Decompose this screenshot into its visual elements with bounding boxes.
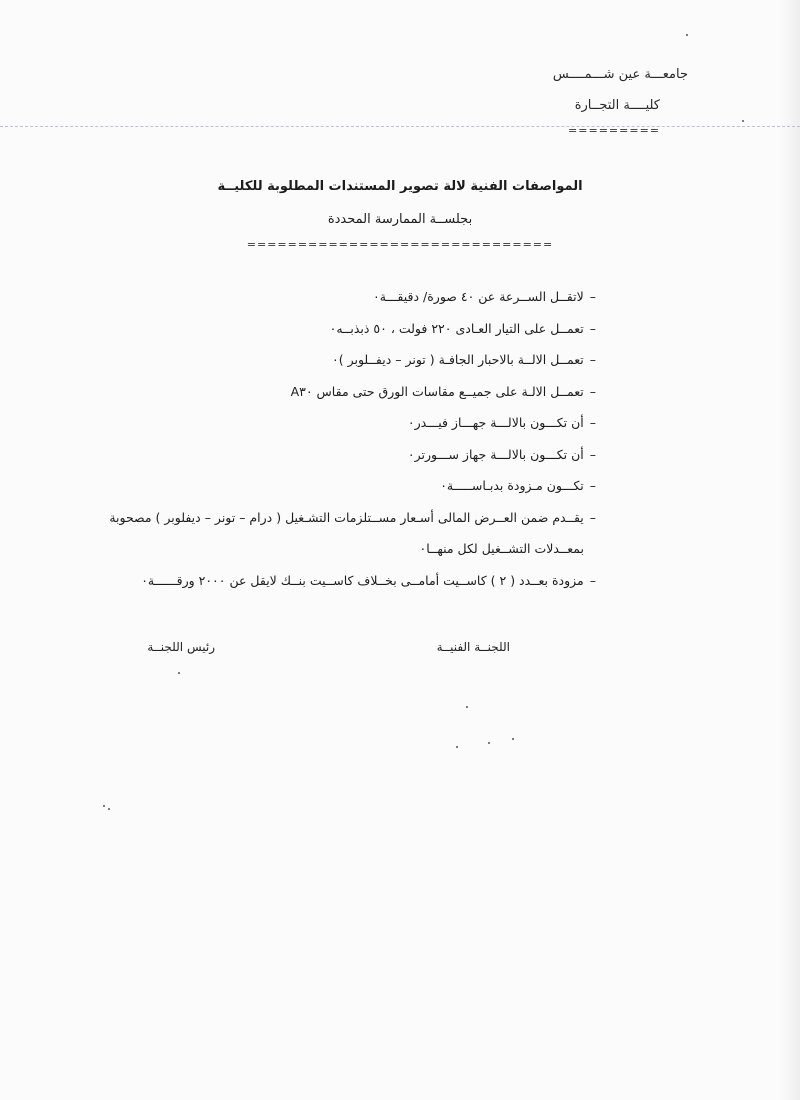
item-dash: –	[589, 572, 596, 588]
item-text: مزودة بعــدد ( ٢ ) كاســيت أمامــى بخــلاف كاســيت بنــك لايقل عن ٢٠٠٠ ورقــــــة٠	[141, 572, 584, 588]
speck	[108, 808, 110, 810]
list-item	[76, 288, 596, 320]
list-item	[76, 320, 596, 352]
header-rule: =========	[568, 124, 660, 137]
document-title: المواصفات الفنية لالة تصوير المستندات المطلوبة للكليــة	[217, 179, 583, 194]
list-item	[76, 509, 596, 541]
speck	[742, 120, 744, 122]
list-item	[76, 477, 596, 509]
item-text: تعمــل على التيار العـادى ٢٢٠ فولت ، ٥٠ ذبذبــه٠	[329, 320, 584, 336]
scan-edge	[778, 0, 800, 1100]
list-item	[76, 414, 596, 446]
item-text: تعمــل الالـة على جميــع مقاسات الورق حتى مقاس A٣٠	[290, 383, 584, 399]
item-dash: –	[589, 415, 596, 430]
list-item-continuation	[76, 540, 596, 572]
item-dash: –	[589, 383, 596, 399]
list-item	[76, 446, 596, 478]
speck	[512, 738, 514, 740]
dashed-divider	[0, 126, 800, 127]
committee-head-signature: رئيس اللجنــة	[147, 640, 215, 654]
item-dash: –	[589, 509, 596, 525]
item-dash: –	[589, 478, 596, 493]
item-text: أن تكـــون بالالـــة جهـــاز فيـــدر٠	[407, 415, 584, 430]
speck	[456, 746, 458, 748]
item-text: لاتقــل الســرعة عن ٤٠ صورة/ دقيقـــة٠	[373, 289, 584, 304]
item-text: بمعــدلات التشــغيل لكل منهــا٠	[419, 541, 584, 556]
university-name: جامعـــة عين شـــمــــس	[552, 67, 688, 82]
item-text: يقــدم ضمن العــرض المالى أسـعار مســتلزمات التشـغيل ( درام – تونر – ديفلوبر ) مصحوبة	[109, 509, 584, 525]
item-dash: –	[589, 352, 596, 367]
item-dash: –	[589, 446, 596, 462]
item-text: تعمــل الالــة بالاحبار الجافـة ( تونر – ديفــلوبر )٠	[332, 352, 584, 367]
document-subtitle: بجلســة الممارسة المحددة	[327, 212, 473, 227]
title-rule: ==============================	[246, 238, 554, 251]
speck	[466, 706, 468, 708]
list-item	[76, 572, 596, 604]
faculty-name: كليــــة التجــارة	[574, 98, 660, 113]
specifications-list	[76, 288, 596, 603]
list-item	[76, 383, 596, 415]
list-item	[76, 351, 596, 383]
technical-committee-signature: اللجنــة الفنيــة	[436, 640, 510, 654]
speck	[488, 742, 490, 744]
item-dash: –	[589, 320, 596, 336]
speck	[178, 672, 180, 674]
speck	[103, 805, 105, 807]
item-text: تكـــون مـزودة بدبـاســـــة٠	[440, 478, 584, 493]
item-text: أن تكـــون بالالـــة جهاز ســـورتر٠	[407, 446, 584, 462]
item-dash: –	[589, 289, 596, 304]
speck	[686, 34, 688, 36]
